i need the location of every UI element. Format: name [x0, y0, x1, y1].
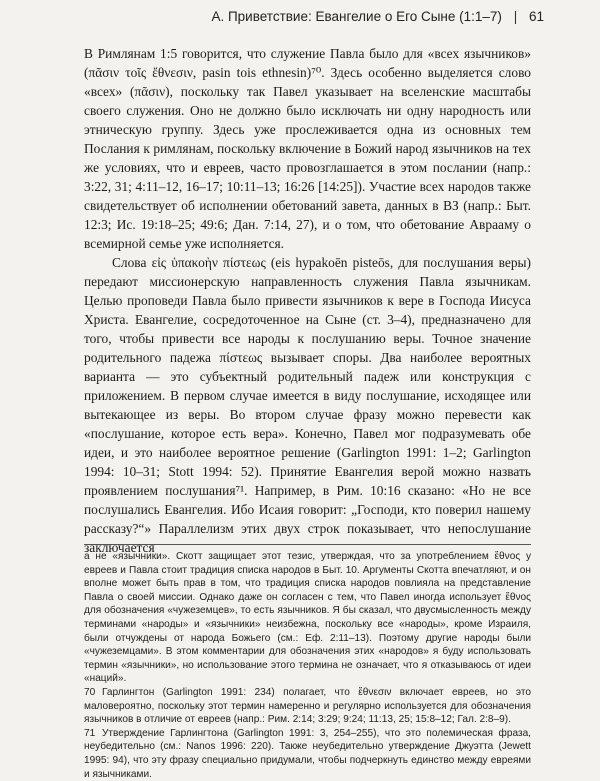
header-separator: |	[513, 9, 518, 24]
paragraph: Слова εἰς ὑπακοὴν πίστεως (eis hypakoēn pisteōs, для послушания веры) передают миссионерскую направленность служения Павла язычникам. Целью проповеди Павла было привести язычников к вере в Господа Иисуса Христа. Евангелие, сосредоточенное на Сыне (ст. 3–4), предназначено для того, чтобы привести все народы к послушанию веры. Точное значение родительного падежа πίστεως вызывает споры. Два наиболее вероятных варианта — это субъектный родительный падеж или конструкция с приложением. В первом случае имеется в виду послушание, исходящее или вытекающее из веры. Во втором случае фразу можно перевести как «послушание, которое есть вера». Конечно, Павел мог подразумевать обе идеи, и это наиболее вероятное решение (Garlington 1991: 1–2; Garlington 1994: 10–31; Stott 1994: 52). Принятие Евангелия верой можно назвать проявлением послушания⁷¹. Например, в Рим. 10:16 сказано: «Но не все послушались Евангелия. Ибо Исаия говорит: „Господи, кто поверил нашему рассказу?“» Параллелизм этих двух строк показывает, что непослушание заключается	[84, 255, 531, 555]
page-number: 61	[528, 9, 544, 24]
footnote-text: Гарлингтон (Garlington 1991: 234) полагает, что ἔθνεσιν включает евреев, но это маловероятно, поскольку этот термин намеренно и регулярно используется для обозначения язычников в отличие от евреев (напр.: Рим. 2:14; 3:29; 9:24; 11:13, 25; 15:8–12; Гал. 2:8–9).	[84, 686, 531, 726]
footnotes	[84, 550, 531, 781]
footnote-continued: а не «язычники». Скотт защищает этот тезис, утверждая, что за употреблением ἔθνος у евреев и Павла стоит традиция списка народов в Быт. 10. Аргументы Скотта впечатляют, и он вполне может быть прав в том, что традиция списка народов повлияла на представление Павла о своей миссии. Однако даже он согласен с тем, что Павел иногда использует ἔθνος для обозначения «чужеземцев», то есть язычников. Я бы сказал, что двусмысленность между терминами «народы» и «язычники» неизбежна, поскольку все «народы», кроме Израиля, были отчуждены от народа Божьего (см.: Еф. 2:11–13). Поэтому другие народы были «чужеземцами». В этом комментарии для обозначения этих «народов» я буду использовать термин «язычники», но использование этого термина не означает, что я отказываюсь от идеи «наций».	[84, 551, 531, 685]
running-header	[60, 9, 544, 24]
footnote-71	[84, 727, 531, 781]
footnote-divider	[84, 544, 531, 545]
paragraph: В Римлянам 1:5 говорится, что служение Павла было для «всех язычников» (πᾶσιν τοῖς ἔθνεσιν, pasin tois ethnesin)⁷⁰. Здесь особенно выделяется слово «всех» (πᾶσιν), поскольку так Павел указывает на вселенские масштабы своего служения. Оно не должно было исключать ни одну народность или этническую группу. Здесь уже прослеживается одна из основных тем Послания к римлянам, поскольку включение в Божий народ язычников на тех же условиях, что и евреев, часто провозглашается в этом послании (напр.: 3:22, 31; 4:11–12, 16–17; 10:11–13; 16:26 [14:25]). Участие всех народов также свидетельствует об исполнении обетований завета, данных в ВЗ (напр.: Быт. 12:3; Ис. 19:18–25; 49:6; Дан. 7:14, 27), и о том, что обетование Аврааму о всемирной семье уже исполняется.	[84, 46, 531, 251]
main-text	[84, 44, 531, 557]
footnote-number: 71	[84, 727, 96, 739]
footnote-70	[84, 686, 531, 727]
running-title: А. Приветствие: Евангелие о Его Сыне (1:1–7)	[211, 9, 502, 24]
footnote-text: Утверждение Гарлингтона (Garlington 1991: 3, 254–255), что это полемическая фраза, неубедительно (см.: Nanos 1996: 220). Также неубедительно утверждение Джуэтта (Jewett 1995: 94), что эту фразу специально придумали, чтобы подчеркнуть единство между евреями и язычниками.	[84, 727, 531, 780]
footnote-number: 70	[84, 686, 96, 698]
